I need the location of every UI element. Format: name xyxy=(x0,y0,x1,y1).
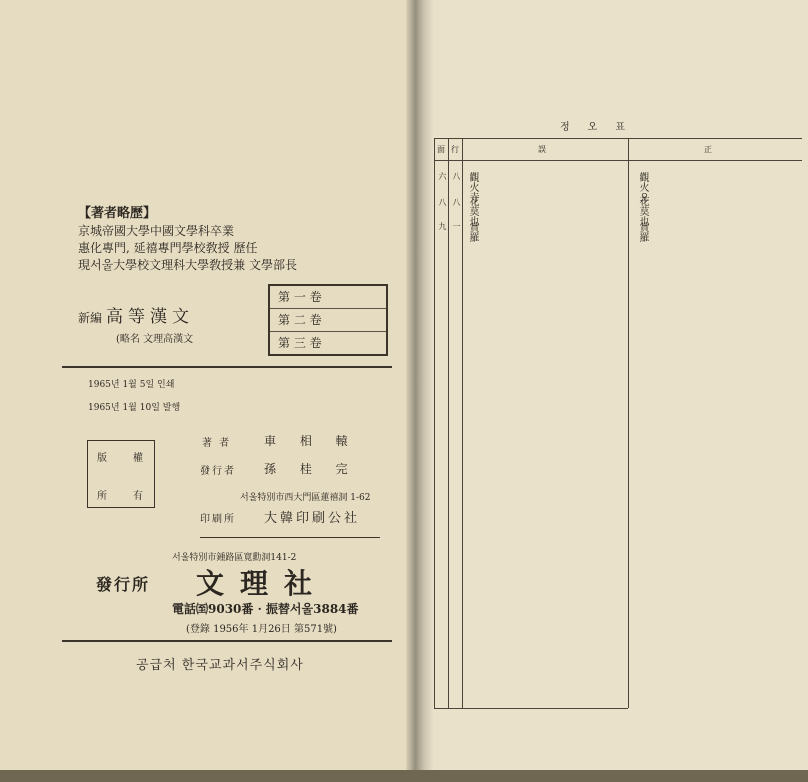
book-title xyxy=(78,302,194,327)
print-date: 1965년 1월 5일 인쇄 xyxy=(88,380,175,390)
book-subtitle: (略名 文理高漢文 xyxy=(116,334,194,345)
table-col-line xyxy=(628,138,629,708)
phone: 電話㉃9030番 · 振替서울3884番 xyxy=(172,602,359,616)
copyright-stamp xyxy=(87,440,155,508)
office-address: 서울特別市鍾路區寬勳洞141-2 xyxy=(172,553,297,563)
table-header-border xyxy=(434,160,802,161)
volume-row: 第 一 卷 xyxy=(270,286,386,309)
registration: (登錄 1956年 1月26日 第571號) xyxy=(186,624,337,635)
header-page: 面 xyxy=(437,145,445,154)
volume-row: 第 二 卷 xyxy=(270,309,386,332)
errata-title: 정오표 xyxy=(560,122,643,133)
row-wrong: 觀火寺 xyxy=(467,172,478,202)
header-right: 正 xyxy=(704,145,712,154)
supplier: 공급처 한국교과서주식회사 xyxy=(136,658,304,673)
row-right: 花莫也 xyxy=(637,196,648,226)
divider xyxy=(62,366,392,368)
table-top-border xyxy=(434,138,802,139)
divider xyxy=(200,537,380,538)
author-label: 著 者 xyxy=(202,438,232,449)
volume-box xyxy=(268,284,388,356)
row-page: 八 xyxy=(438,198,447,206)
bio-line: 京城帝國大學中國文學科卒業 xyxy=(78,224,235,238)
volume-row: 第 三 卷 xyxy=(278,336,322,350)
book-title-prefix: 新編 xyxy=(78,311,103,325)
printer-name: 大韓印刷公社 xyxy=(264,511,361,526)
publish-date: 1965년 1월 10일 발행 xyxy=(88,403,181,413)
table-col-line xyxy=(448,138,449,708)
publisher-person-name: 孫 桂 完 xyxy=(264,462,358,476)
table-bottom-border xyxy=(434,708,628,709)
publisher-address: 서울特別市西大門區蓮禧洞 1-62 xyxy=(240,493,371,503)
stamp-char: 有 xyxy=(133,491,143,502)
stamp-char: 版 xyxy=(97,453,107,464)
stamp-char: 權 xyxy=(133,453,143,464)
row-right: 賞羅 xyxy=(637,222,648,242)
author-name: 車 相 轅 xyxy=(264,434,358,448)
row-page: 六 xyxy=(438,172,447,180)
bio-title: 【著者略歷】 xyxy=(78,206,157,221)
bio-line: 惠化專門, 延禧專門學校敎授 歷任 xyxy=(78,241,258,255)
row-line: 八 xyxy=(452,172,461,180)
printer-label: 印刷所 xyxy=(200,514,236,525)
book-bottom-edge xyxy=(0,770,808,782)
table-left-border xyxy=(434,138,435,708)
header-line: 行 xyxy=(451,145,459,154)
book-gutter xyxy=(406,0,434,770)
row-line: 八 xyxy=(452,198,461,206)
stamp-char: 所 xyxy=(97,491,107,502)
book-title-main: 高等漢文 xyxy=(106,307,195,327)
publisher-name: 文理社 xyxy=(196,567,329,600)
table-col-line xyxy=(462,138,463,708)
right-page xyxy=(418,0,808,770)
row-right: 觀火오 xyxy=(637,172,648,202)
divider xyxy=(62,640,392,642)
publisher-label: 發行所 xyxy=(96,575,151,594)
publisher-person-label: 發行者 xyxy=(200,466,236,477)
row-wrong: 賞羅 xyxy=(467,222,478,242)
row-wrong: 花莫也 xyxy=(467,196,478,226)
header-wrong: 誤 xyxy=(538,145,546,154)
row-page: 九 xyxy=(438,222,447,230)
row-line: 一 xyxy=(452,222,461,230)
bio-line: 現서울大學校文理科大學敎授兼 文學部長 xyxy=(78,258,298,272)
